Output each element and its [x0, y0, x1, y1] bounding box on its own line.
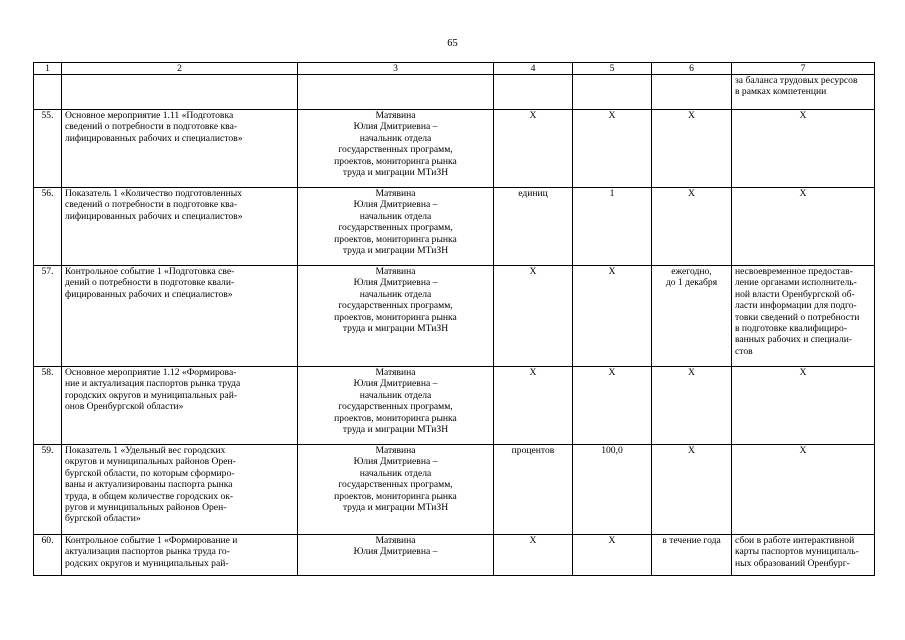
row-number-cell	[34, 75, 62, 110]
risk-cell: X	[732, 445, 875, 535]
column-number: 6	[652, 63, 732, 75]
unit-cell: процентов	[494, 445, 573, 535]
deadline-cell: в течение года	[652, 535, 732, 576]
responsible-cell: Матявина Юлия Дмитриевна – начальник отдела государственных программ, проектов, мониторинга рынка труда и миграции МТиЗН	[298, 445, 494, 535]
deadline-cell	[652, 75, 732, 110]
deadline-cell: X	[652, 188, 732, 266]
column-number: 3	[298, 63, 494, 75]
page-number: 65	[447, 38, 458, 49]
responsible-cell: Матявина Юлия Дмитриевна – начальник отдела государственных программ, проектов, мониторинга рынка труда и миграции МТиЗН	[298, 367, 494, 445]
event-name-cell: Контрольное событие 1 «Подготовка све- дений о потребности в подготовке квали- фицированных рабочих и специалистов»	[62, 266, 298, 367]
table-row	[34, 266, 875, 367]
row-number-cell: 60.	[34, 535, 62, 576]
table-row	[34, 535, 875, 576]
value-cell: X	[573, 535, 652, 576]
event-name-cell: Основное мероприятие 1.11 «Подготовка сведений о потребности в подготовке ква- лифицированных рабочих и специалистов»	[62, 110, 298, 188]
event-name-cell	[62, 75, 298, 110]
table-row	[34, 75, 875, 110]
event-name-cell: Контрольное событие 1 «Формирование и актуализация паспортов рынка труда го- родских округов и муниципальных рай-	[62, 535, 298, 576]
table-row	[34, 367, 875, 445]
column-number: 1	[34, 63, 62, 75]
responsible-cell: Матявина Юлия Дмитриевна –	[298, 535, 494, 576]
unit-cell: X	[494, 110, 573, 188]
row-number-cell: 57.	[34, 266, 62, 367]
column-number: 4	[494, 63, 573, 75]
value-cell: X	[573, 367, 652, 445]
event-name-cell: Показатель 1 «Количество подготовленных сведений о потребности в подготовке ква- лифицированных рабочих и специалистов»	[62, 188, 298, 266]
event-name-cell: Основное мероприятие 1.12 «Формирова- ние и актуализация паспортов рынка труда городских округов и муниципальных рай- онов Оренбургской области»	[62, 367, 298, 445]
responsible-cell	[298, 75, 494, 110]
value-cell: 100,0	[573, 445, 652, 535]
unit-cell: единиц	[494, 188, 573, 266]
row-number-cell: 56.	[34, 188, 62, 266]
responsible-cell: Матявина Юлия Дмитриевна – начальник отдела государственных программ, проектов, мониторинга рынка труда и миграции МТиЗН	[298, 266, 494, 367]
column-number-row	[34, 63, 875, 75]
column-number: 5	[573, 63, 652, 75]
responsible-cell: Матявина Юлия Дмитриевна – начальник отдела государственных программ, проектов, мониторинга рынка труда и миграции МТиЗН	[298, 110, 494, 188]
risk-cell: за баланса трудовых ресурсов в рамках компетенции	[732, 75, 875, 110]
column-number: 2	[62, 63, 298, 75]
column-number: 7	[732, 63, 875, 75]
table-row	[34, 188, 875, 266]
risk-cell: X	[732, 110, 875, 188]
deadline-cell: X	[652, 367, 732, 445]
row-number-cell: 55.	[34, 110, 62, 188]
risk-cell: X	[732, 188, 875, 266]
table-row	[34, 445, 875, 535]
event-name-cell: Показатель 1 «Удельный вес городских округов и муниципальных районов Орен- бургской области, по которым сформиро- ваны и актуализированы паспорта рынка труда, в общем количестве городских ок- ругов и муниципальных районов Орен- бургской области»	[62, 445, 298, 535]
deadline-cell: X	[652, 445, 732, 535]
risk-cell: X	[732, 367, 875, 445]
table-row	[34, 110, 875, 188]
row-number-cell: 59.	[34, 445, 62, 535]
row-number-cell: 58.	[34, 367, 62, 445]
risk-cell: сбои в работе интерактивной карты паспортов муниципаль- ных образований Оренбург-	[732, 535, 875, 576]
deadline-cell: X	[652, 110, 732, 188]
value-cell	[573, 75, 652, 110]
unit-cell	[494, 75, 573, 110]
unit-cell: X	[494, 266, 573, 367]
value-cell: X	[573, 110, 652, 188]
risk-cell: несвоевременное предостав- ление органами исполнитель- ной власти Оренбургской об- ласти информации для подго- товки сведений о потребности в подготовке квалифициро- ванных рабочих и специали- стов	[732, 266, 875, 367]
value-cell: X	[573, 266, 652, 367]
activities-table	[33, 62, 875, 576]
deadline-cell: ежегодно, до 1 декабря	[652, 266, 732, 367]
responsible-cell: Матявина Юлия Дмитриевна – начальник отдела государственных программ, проектов, мониторинга рынка труда и миграции МТиЗН	[298, 188, 494, 266]
unit-cell: X	[494, 367, 573, 445]
unit-cell: X	[494, 535, 573, 576]
value-cell: 1	[573, 188, 652, 266]
